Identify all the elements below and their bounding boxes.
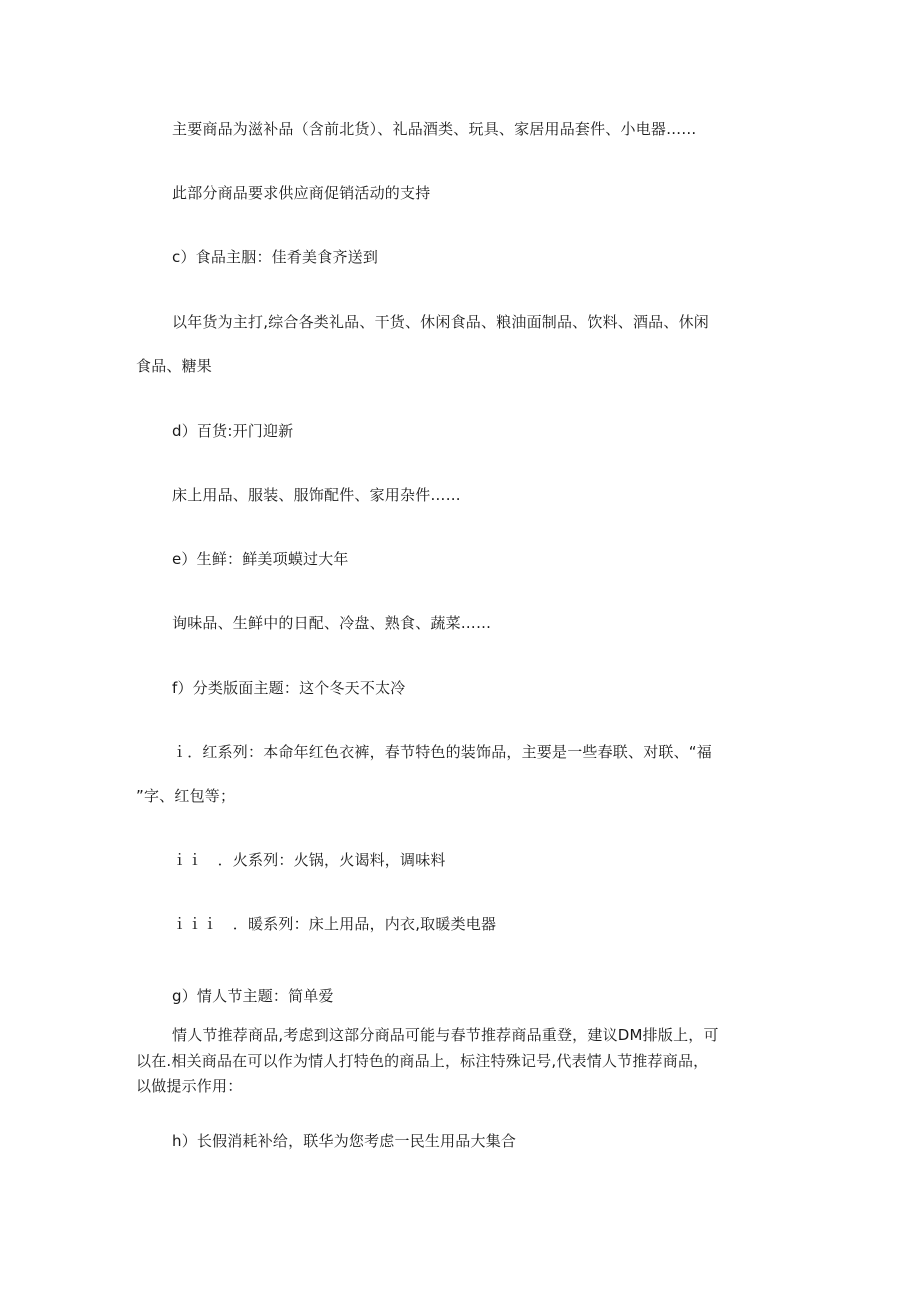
text-line-red-series-cont: ”字、红包等； [136, 787, 236, 805]
text-line-supplier-support: 此部分商品要求供应商促销活动的支持 [172, 184, 431, 202]
text-line-newyear-goods-cont: 食品、糖果 [136, 357, 213, 375]
text-line-newyear-goods: 以年货为主打,综合各类礼品、干货、休闲食品、粮油面制品、饮料、酒品、休闲 [172, 313, 709, 331]
heading-long-holiday: h）长假消耗补给，联华为您考虑一民生用品大集合 [172, 1132, 517, 1150]
text-line-bedding: 床上用品、服装、服饰配件、家用杂件…… [172, 486, 461, 504]
text-line-valentine-2: 以在.相关商品在可以作为情人打特色的商品上，标注特殊记号,代表情人节推荐商品， [136, 1052, 709, 1070]
heading-fresh-food: e）生鲜：鲜美项蟆过大年 [172, 550, 349, 568]
text-line-red-series: ｉ．红系列：本命年红色衣裤，春节特色的装饰品，主要是一些春联、对联、“福 [172, 743, 712, 761]
text-line-main-goods: 主要商品为滋补品（含前北货）、礼品酒类、玩具、家居用品套件、小电器…… [172, 120, 697, 138]
heading-category-theme: f）分类版面主题：这个冬天不太冷 [172, 679, 406, 697]
heading-food-theme: c）食品主胭：佳肴美食齐送到 [172, 248, 379, 266]
text-line-valentine-1: 情人节推荐商品,考虑到这部分商品可能与春节推荐商品重登，建议DM排版上，可 [172, 1026, 719, 1044]
heading-department-store: d）百货:开门迎新 [172, 422, 294, 440]
text-line-fire-series: ｉｉ ．火系列：火锅，火谒料，调味料 [172, 851, 446, 869]
heading-valentine-theme: g）情人节主题：简单爱 [172, 987, 334, 1005]
text-line-seasoning: 询味品、生鲜中的日配、冷盘、熟食、蔬菜…… [172, 614, 492, 632]
text-line-warm-series: ｉｉｉ ．暖系列：床上用品，内衣,取暖类电器 [172, 915, 497, 933]
text-line-valentine-3: 以做提示作用： [136, 1077, 243, 1095]
